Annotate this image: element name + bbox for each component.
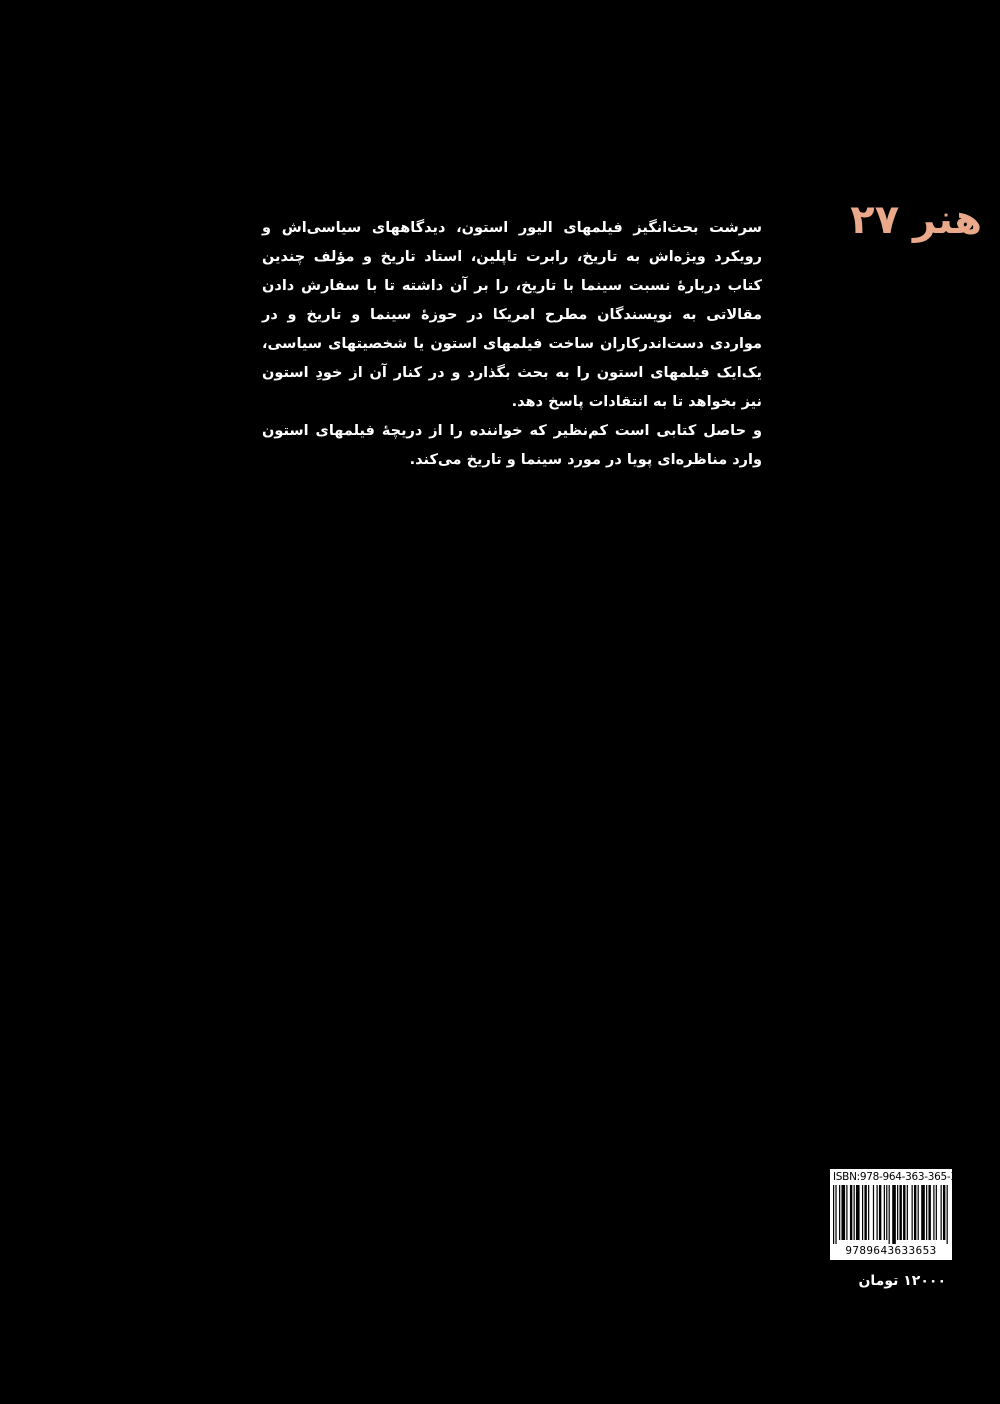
barcode-bar [897, 1185, 898, 1240]
blurb-paragraph-2: و حاصل کتابی است کم‌نظیر که خواننده را از دریچهٔ فیلمهای استون وارد مناظره‌ای پویا در مورد سینما و تاریخ می‌کند. [262, 423, 762, 468]
barcode-bar [921, 1185, 925, 1240]
barcode-bar [918, 1185, 919, 1240]
barcode-bars-icon [832, 1185, 950, 1244]
barcode-bar [877, 1185, 878, 1240]
barcode-bar [862, 1185, 863, 1240]
barcode-bar [833, 1185, 834, 1244]
barcode-bar [886, 1185, 887, 1240]
back-cover-blurb [262, 214, 762, 475]
barcode-bar [879, 1185, 881, 1240]
ean-digits: 9789643633653 [845, 1244, 937, 1257]
barcode-bar [846, 1185, 847, 1240]
barcode-bar [856, 1185, 860, 1240]
barcode-bar [926, 1185, 927, 1240]
barcode-bar [933, 1185, 934, 1240]
barcode-bar [864, 1185, 866, 1240]
isbn-barcode [830, 1169, 957, 1260]
barcode-bar [903, 1185, 905, 1240]
barcode-bar [841, 1185, 845, 1240]
barcode-bar [912, 1185, 913, 1240]
barcode-bar [835, 1185, 836, 1244]
isbn-label: ISBN:978-964-363-365-3 [833, 1171, 957, 1183]
barcode-bar [899, 1185, 901, 1240]
series-label: هنر ۲۷ [850, 197, 982, 243]
barcode-bar [941, 1185, 942, 1240]
barcode-bar [947, 1185, 948, 1244]
barcode-bar [907, 1185, 908, 1240]
barcode-bar [850, 1185, 852, 1240]
barcode-bar [928, 1185, 930, 1240]
price-label: ۱۲۰۰۰ تومان [858, 1273, 946, 1289]
barcode-bar [889, 1185, 890, 1244]
barcode-bar [936, 1185, 937, 1240]
barcode-bar [868, 1185, 869, 1240]
barcode-bar [873, 1185, 874, 1240]
barcode-bar [914, 1185, 916, 1240]
barcode-bar [892, 1185, 896, 1244]
barcode-bar [854, 1185, 855, 1240]
blurb-paragraph-1: سرشت بحث‌انگیز فیلمهای الیور استون، دیدگاههای سیاسی‌اش و رویکرد ویژه‌اش به تاریخ، رابرت تاپلین، استاد تاریخ و مؤلف چندین کتاب دربارهٔ نسبت سینما با تاریخ، را بر آن داشته تا با سفارش دادن مقالاتی به نویسندگان مطرح امریکا در حوزهٔ سینما و تاریخ و در مواردی دست‌اندرکاران ساخت فیلمهای استون یا شخصیتهای سیاسی، یک‌ایک فیلمهای استون را به بحث بگذارد و در کنار آن از خودِ استون نیز بخواهد تا به انتقادات پاسخ دهد. [262, 220, 762, 410]
barcode-bar [839, 1185, 840, 1240]
barcode-bar [943, 1185, 945, 1240]
barcode-bar [884, 1185, 885, 1240]
